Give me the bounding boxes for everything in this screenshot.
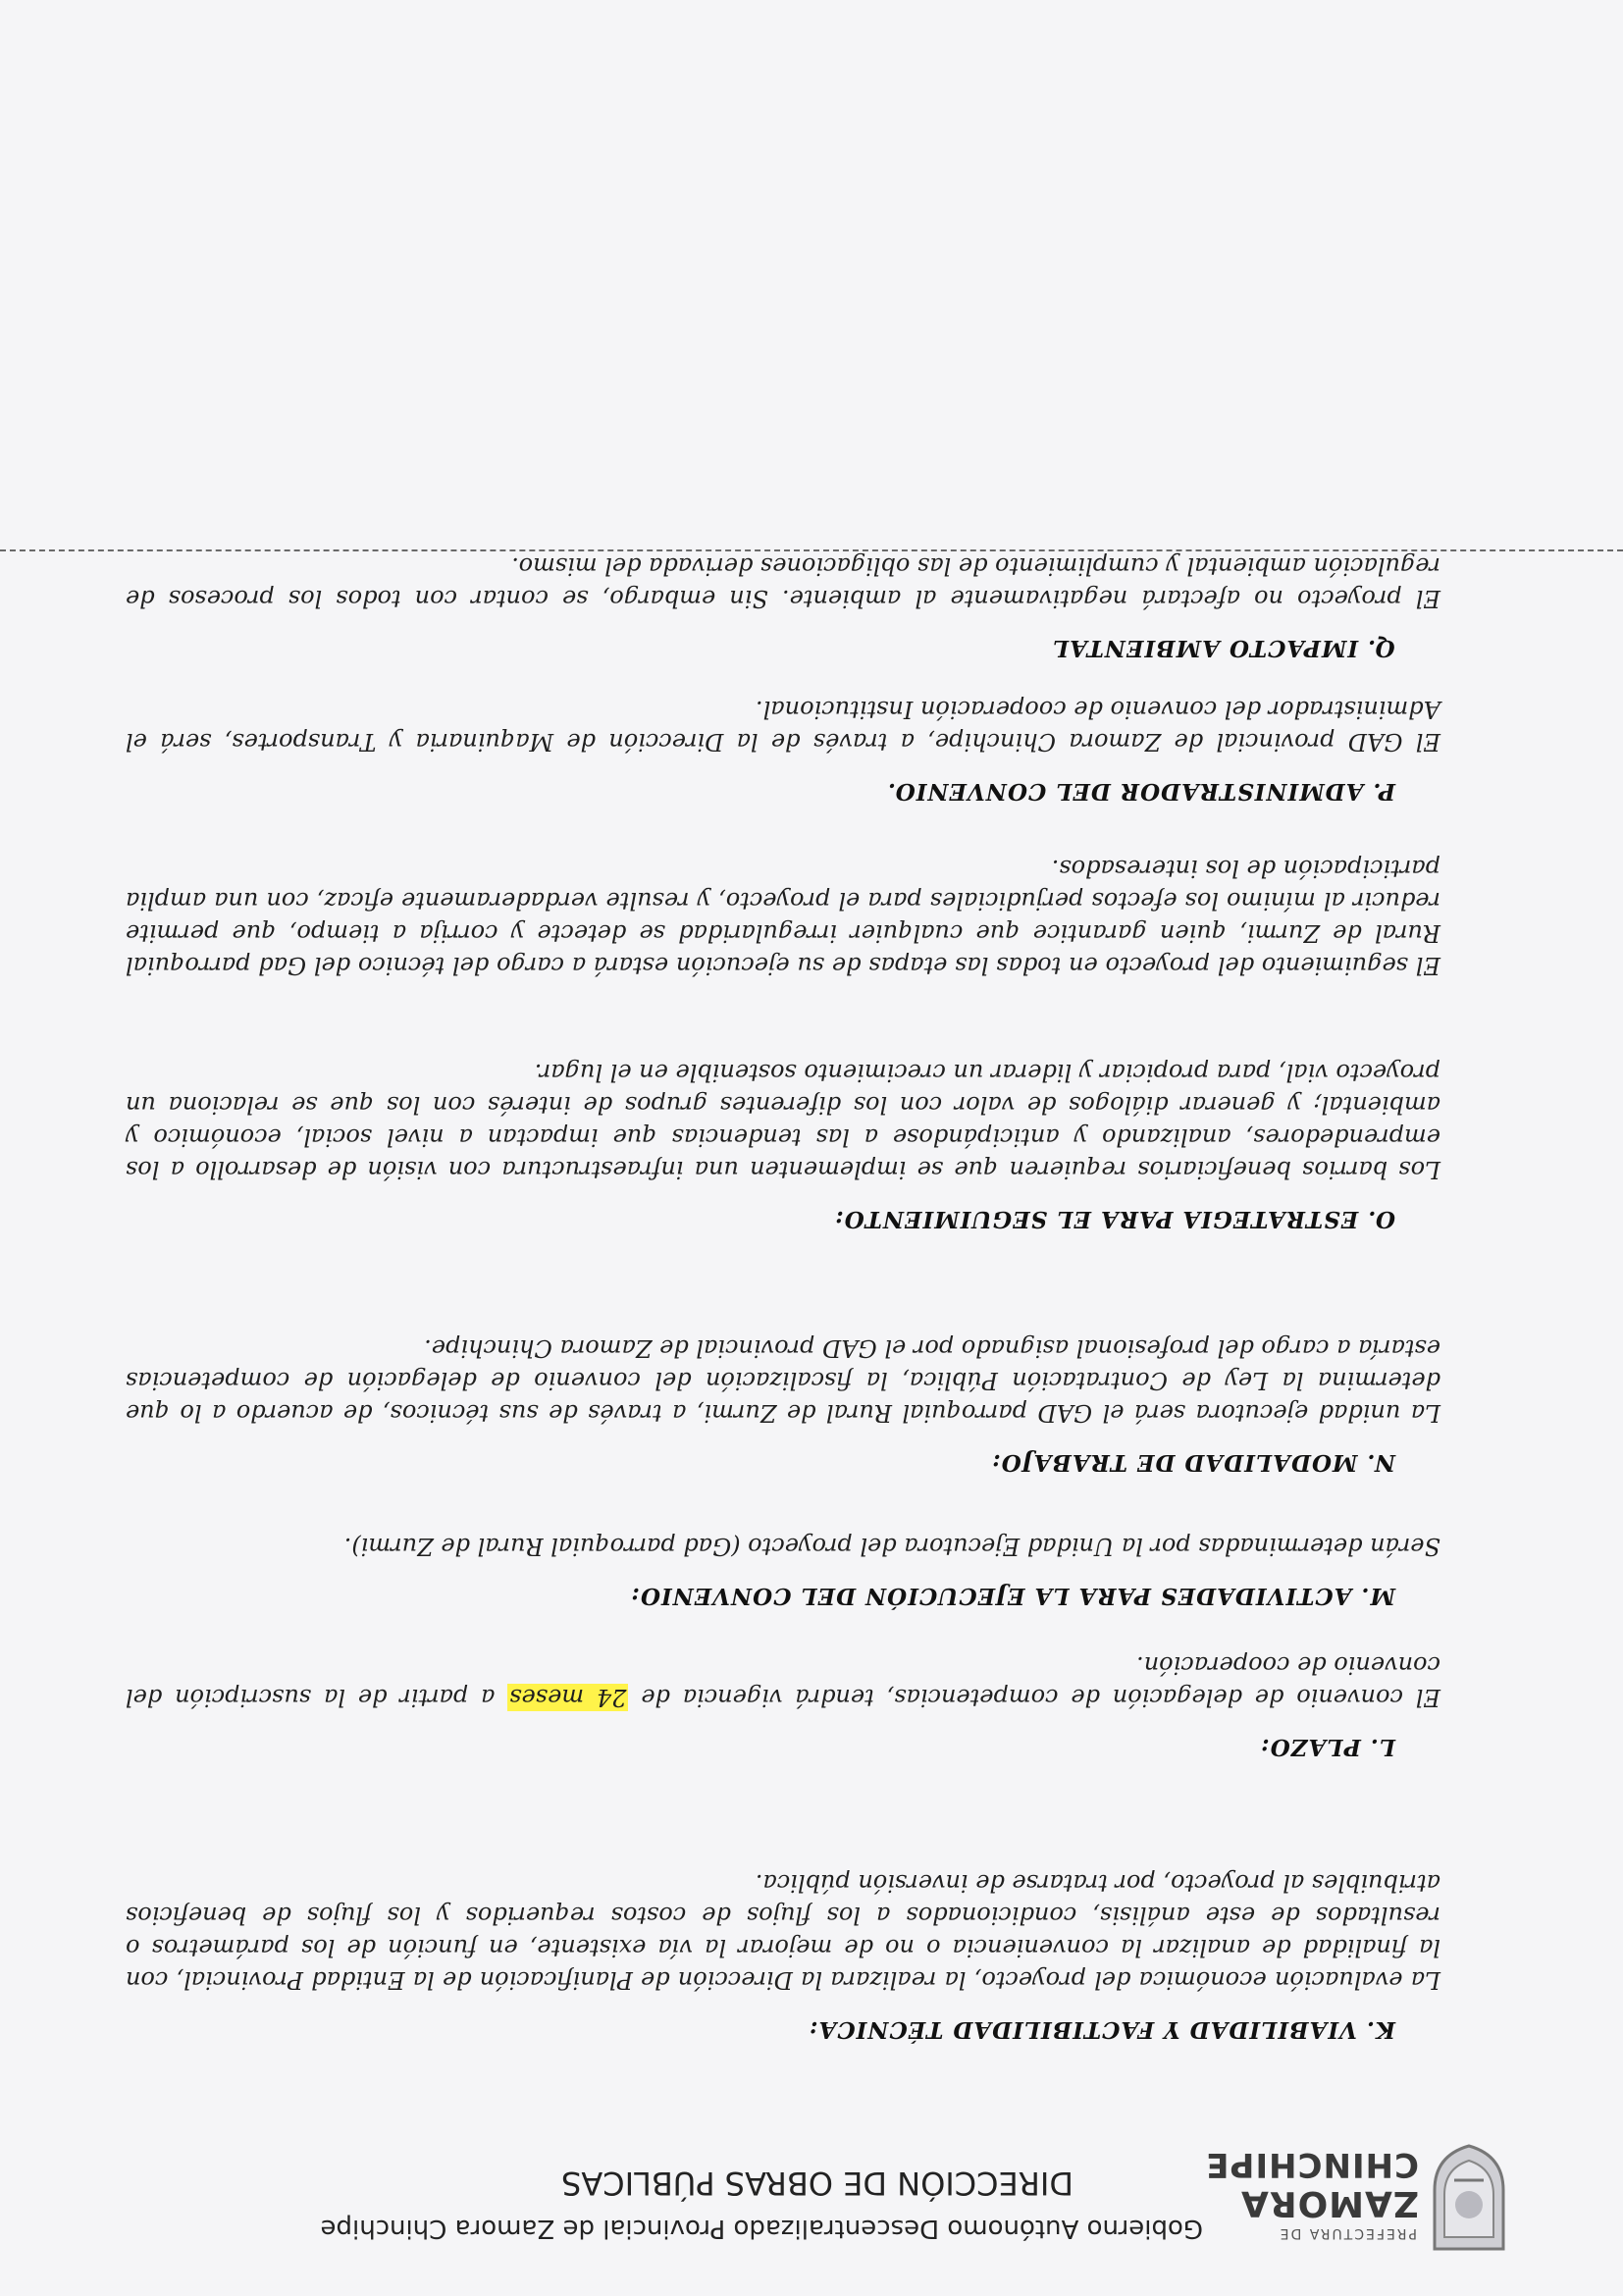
- section-o-text-2: El seguimiento del proyecto en todas las etapas de su ejecución estará a cargo del técnico del Gad parroquial Rural de Zurmi, quien garantice que cualquier irregularidad se detecte y corrija a tiempo, que permite reducir al mínimo los efectos perjudiciales para el proyecto, y resulte verdaderamente eficaz, con una amplia participación de los interesados.: [126, 855, 1440, 979]
- section-q-text: El proyecto no afectará negativamente al ambiente. Sin embargo, se contar con todos los procesos de regulación ambiental y cumplimiento de las obligaciones derivada del mismo.: [126, 552, 1440, 612]
- section-l-text-after: a partir de la suscripción del convenio de cooperación.: [126, 1651, 1440, 1711]
- section-o-title: O. ESTRATEGIA PARA EL SEGUIMIENTO:: [834, 1206, 1395, 1232]
- logo-word-zamora: ZAMORA: [1240, 2183, 1419, 2223]
- section-k-text: La evaluación económica del proyecto, la realizara la Dirección de Planificación de la Entidad Provincial, con la finalidad de analizar la conveniencia o no de mejorar la vía existente, en función de los parámetros o resultados de este análisis, condicionados a los flujos de costos requeridos y los flujos de beneficios atribuibles al proyecto, por tratarse de inversión pública.: [126, 1869, 1440, 1994]
- section-p-text: El GAD provincial de Zamora Chinchipe, a través de la Dirección de Maquinaria y Transportes, será el Administrador del convenio de cooperación Institucional.: [126, 696, 1440, 756]
- coat-of-arms-icon: [1425, 2141, 1513, 2259]
- section-l-text-before: El convenio de delegación de competencias, tendrá vigencia de: [628, 1684, 1440, 1711]
- highlighted-duration: 24 meses: [509, 1684, 627, 1711]
- scan-fold-line: [0, 549, 1623, 551]
- logo-word-chinchipe: CHINCHIPE: [1205, 2145, 1419, 2184]
- prefectura-logo: [1205, 2131, 1513, 2259]
- section-q-title: Q. IMPACTO AMBIENTAL: [1052, 635, 1395, 661]
- section-n-text: La unidad ejecutora será el GAD parroquial Rural de Zurmi, a través de sus técnicos, de acuerdo a lo que determina la Ley de Contratación Pública, la fiscalización del convenio de delegación de competencias estaría a cargo del profesional asignado por el GAD provincial de Zamora Chinchipe.: [126, 1334, 1440, 1427]
- section-p-title: P. ADMINISTRADOR DEL CONVENIO.: [887, 778, 1395, 805]
- section-k-title: K. VIABILIDAD Y FACTIBILIDAD TÉCNICA:: [808, 2016, 1395, 2043]
- section-l-title: L. PLAZO:: [1260, 1734, 1395, 1760]
- section-m-title: M. ACTIVIDADES PARA LA EJECUCIÓN DEL CONVENIO:: [630, 1583, 1395, 1609]
- section-m-text: Serán determinadas por la Unidad Ejecutora del proyecto (Gad parroquial Rural de Zurmi).: [343, 1533, 1440, 1560]
- section-o-text-1: Los barrios beneficiarios requieren que se implementen una infraestructura con visión de desarrollo a los emprendedores, analizando y anticipándose a las tendencias que impactan a nivel social, económico y ambiental; y generar diálogos de valor con los diferentes grupos de interés con los que se relaciona un proyecto vial, para propiciar y liderar un crecimiento sostenible en el lugar.: [126, 1059, 1440, 1183]
- section-l-text: [126, 1648, 1440, 1713]
- department-name: DIRECCIÓN DE OBRAS PÚBLICAS: [561, 2165, 1073, 2202]
- logo-small-text: PREFECTURA DE: [1278, 2225, 1417, 2241]
- section-n-title: N. MODALIDAD DE TRABAJO:: [991, 1449, 1395, 1476]
- organization-name: Gobierno Autónomo Descentralizado Provincial de Zamora Chinchipe: [320, 2214, 1203, 2243]
- letterhead: [0, 2100, 1623, 2296]
